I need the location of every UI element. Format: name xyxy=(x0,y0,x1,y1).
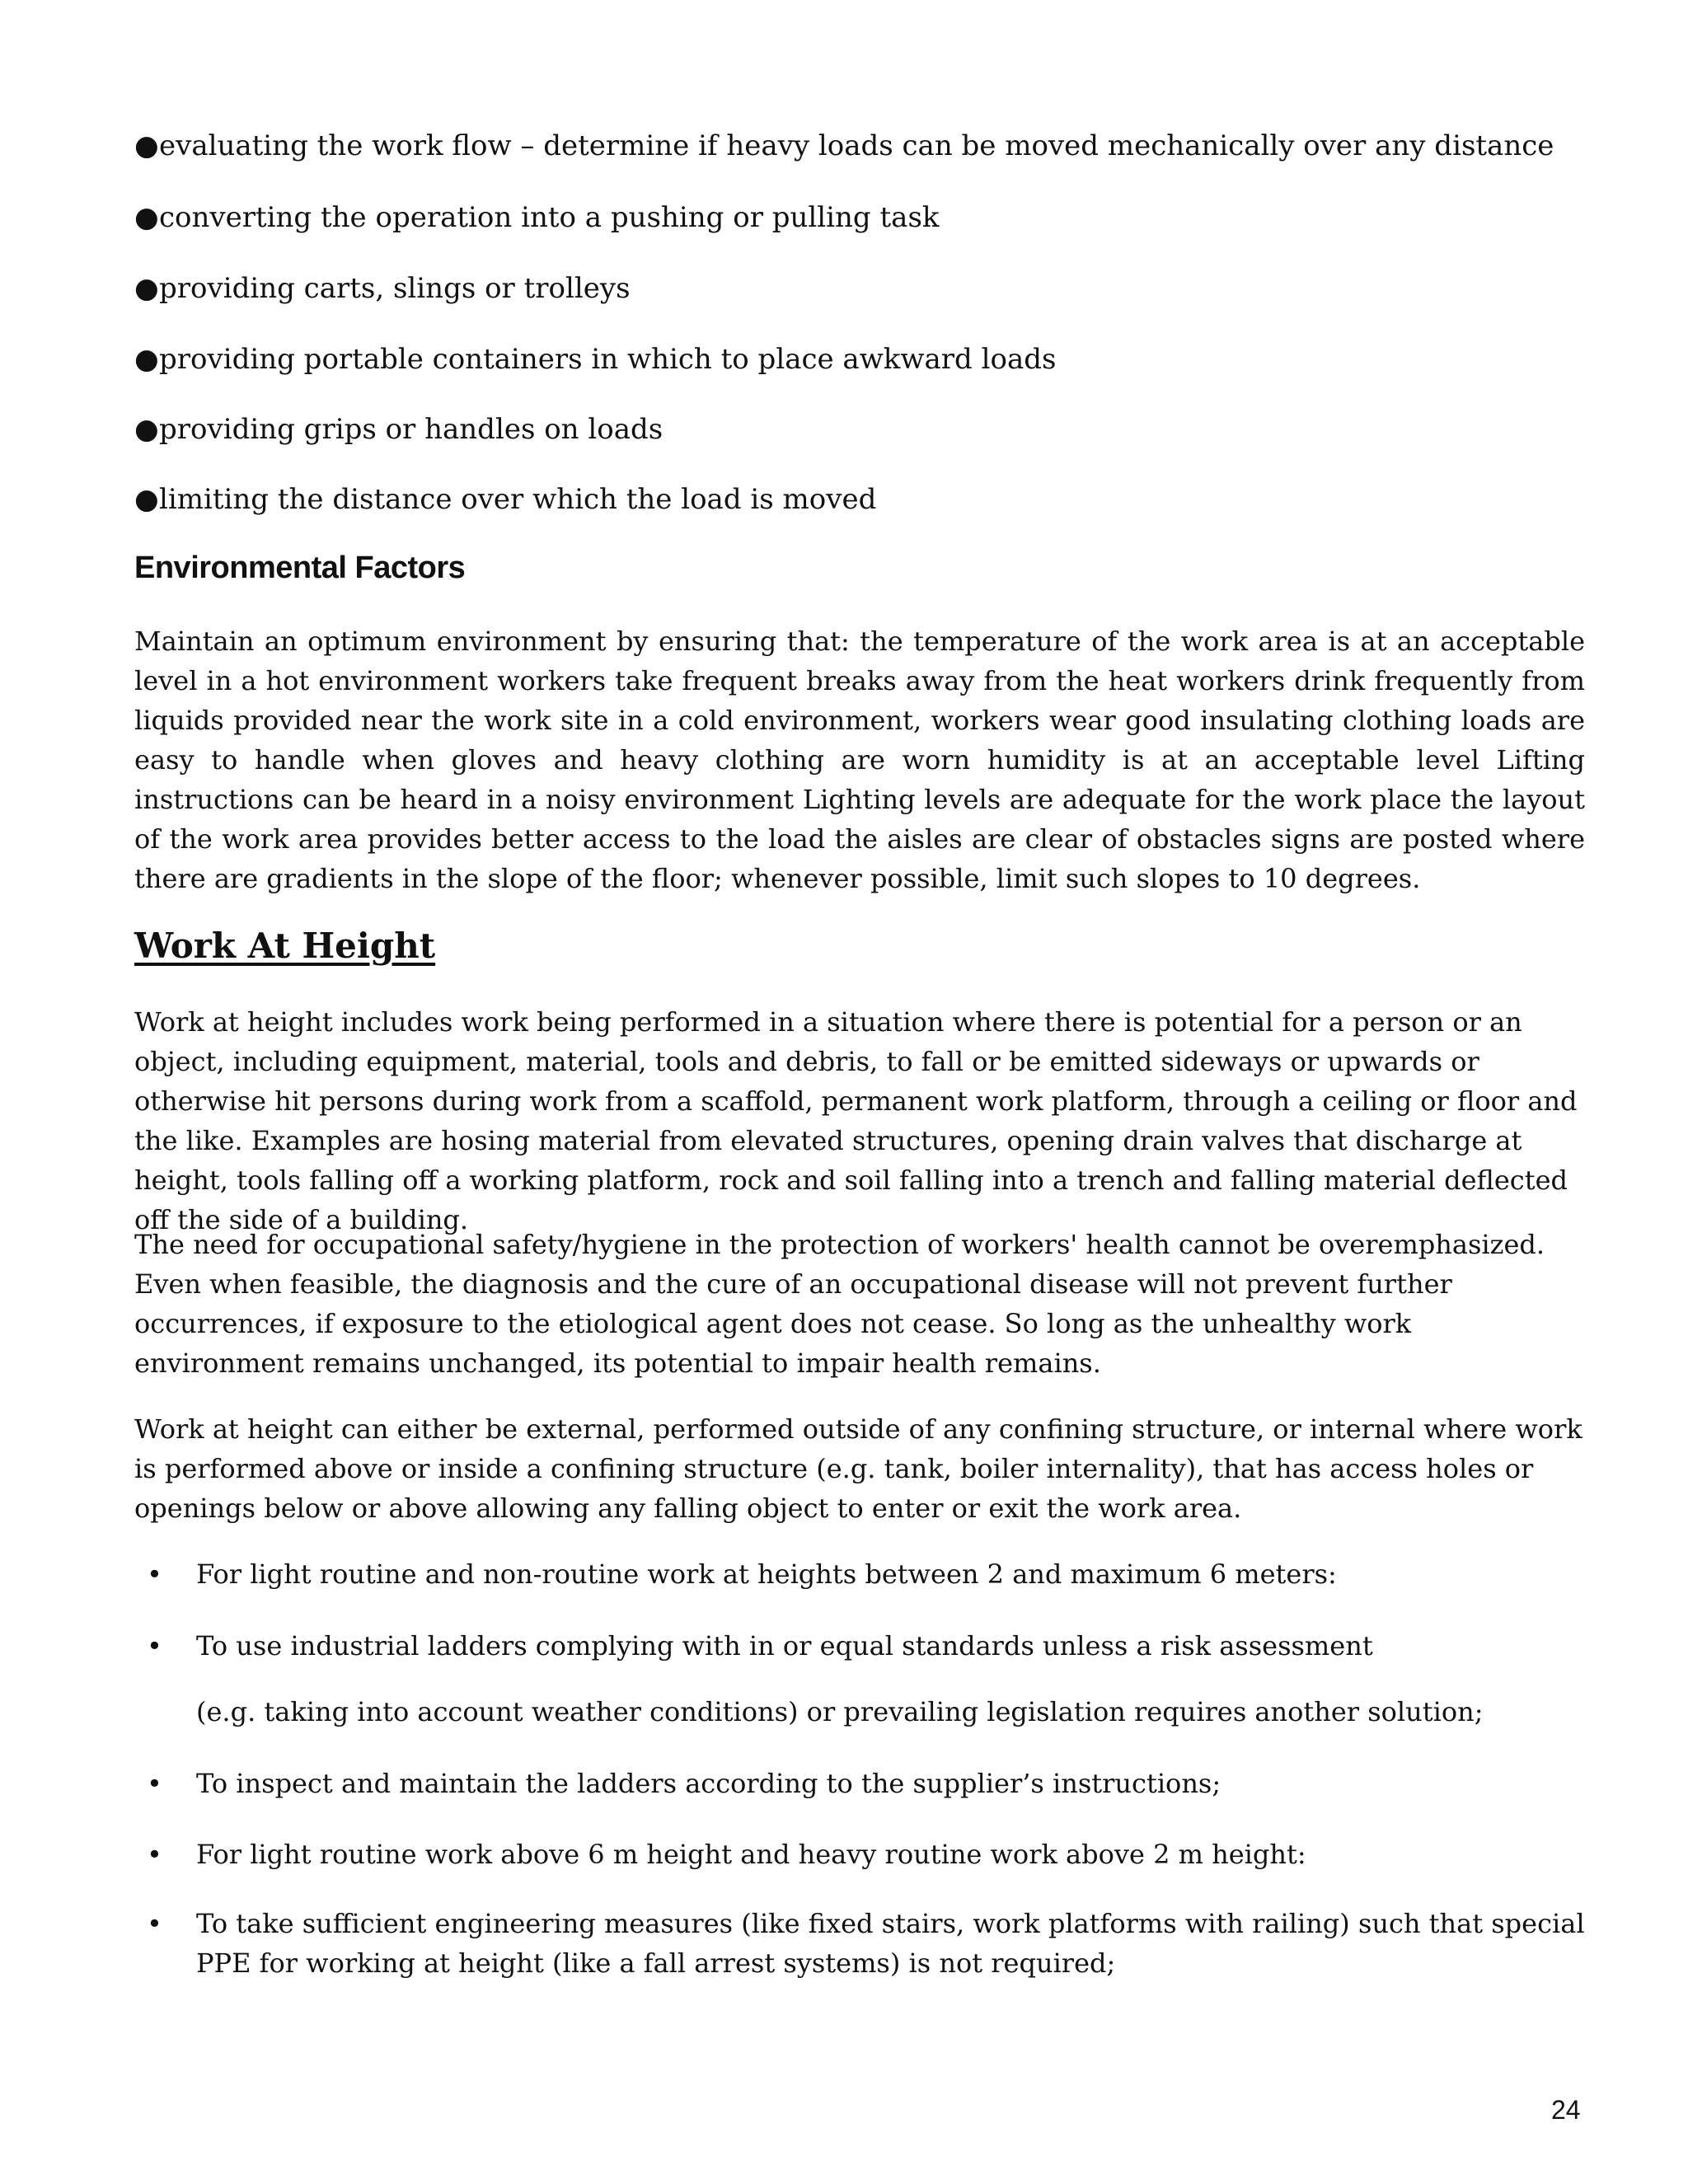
list-item xyxy=(134,270,631,307)
bullet-icon: • xyxy=(147,1839,162,1870)
list-item-continuation: (e.g. taking into account weather conditions) or prevailing legislation requires another solution; xyxy=(196,1696,1484,1727)
list-item-text: evaluating the work flow – determine if heavy loads can be moved mechanically over any distance xyxy=(159,129,1554,162)
section-heading-work-at-height: Work At Height xyxy=(134,926,436,966)
environmental-paragraph: Maintain an optimum environment by ensuring that: the temperature of the work area is at an acceptable level in a hot environment workers take frequent breaks away from the heat workers drink frequently from liquids provided near the work site in a cold environment, workers wear good insulating clothing loads are easy to handle when gloves and heavy clothing are worn humidity is at an acceptable level Lifting instructions can be heard in a noisy environment Lighting levels are adequate for the work place the layout of the work area provides better access to the load the aisles are clear of obstacles signs are posted where there are gradients in the slope of the floor; whenever possible, limit such slopes to 10 degrees. xyxy=(134,626,1585,894)
bullet-icon: ● xyxy=(134,201,159,234)
list-item xyxy=(134,341,1056,377)
list-item-text: To use industrial ladders complying with in or equal standards unless a risk assessment xyxy=(196,1630,1373,1661)
list-item-text: For light routine and non-routine work at heights between 2 and maximum 6 meters: xyxy=(196,1558,1337,1590)
list-item-text: To inspect and maintain the ladders according to the supplier’s instructions; xyxy=(196,1768,1221,1799)
list-item-text: providing grips or handles on loads xyxy=(159,413,663,446)
list-item-text: To take sufficient engineering measures (like fixed stairs, work platforms with railing) such that special PPE for working at height (like a fall arrest systems) is not required; xyxy=(196,1908,1585,1979)
section-heading-environmental-factors: Environmental Factors xyxy=(134,551,466,585)
list-item xyxy=(134,199,940,236)
list-item-text: providing carts, slings or trolleys xyxy=(159,272,631,305)
list-item xyxy=(134,481,876,518)
bullet-icon: ● xyxy=(134,129,159,162)
bullet-icon: • xyxy=(147,1768,162,1799)
paragraph: Work at height includes work being performed in a situation where there is potential for a person or an object, including equipment, material, tools and debris, to fall or be emitted sideways or upwards or otherwise hit persons during work from a scaffold, permanent work platform, through a ceiling or floor and the like. Examples are hosing material from elevated structures, opening drain valves that discharge at height, tools falling off a working platform, rock and soil falling into a trench and falling material deflected off the side of a building. xyxy=(134,1006,1578,1235)
list-item xyxy=(134,411,663,448)
page-number: 24 xyxy=(1551,2095,1581,2125)
list-item-text: limiting the distance over which the load is moved xyxy=(159,483,877,516)
list-item xyxy=(134,128,1554,164)
paragraph: Work at height can either be external, performed outside of any confining structure, or internal where work is performed above or inside a confining structure (e.g. tank, boiler internality), that has access holes or openings below or above allowing any falling object to enter or exit the work area. xyxy=(134,1413,1582,1524)
bullet-icon: • xyxy=(147,1558,162,1590)
list-item-text: converting the operation into a pushing or pulling task xyxy=(159,201,940,234)
list-item-text: providing portable containers in which to place awkward loads xyxy=(159,343,1057,376)
bullet-icon: ● xyxy=(134,343,159,376)
bullet-icon: ● xyxy=(134,413,159,446)
bullet-icon: • xyxy=(147,1630,162,1661)
bullet-icon: ● xyxy=(134,272,159,305)
paragraph: The need for occupational safety/hygiene in the protection of workers' health cannot be overemphasized. Even when feasible, the diagnosis and the cure of an occupational disease will not prevent further occurrences, if exposure to the etiological agent does not cease. So long as the unhealthy work environment remains unchanged, its potential to impair health remains. xyxy=(134,1229,1545,1379)
bullet-icon: ● xyxy=(134,483,159,516)
list-item-text: For light routine work above 6 m height and heavy routine work above 2 m height: xyxy=(196,1839,1306,1870)
bullet-icon: • xyxy=(147,1908,162,1939)
